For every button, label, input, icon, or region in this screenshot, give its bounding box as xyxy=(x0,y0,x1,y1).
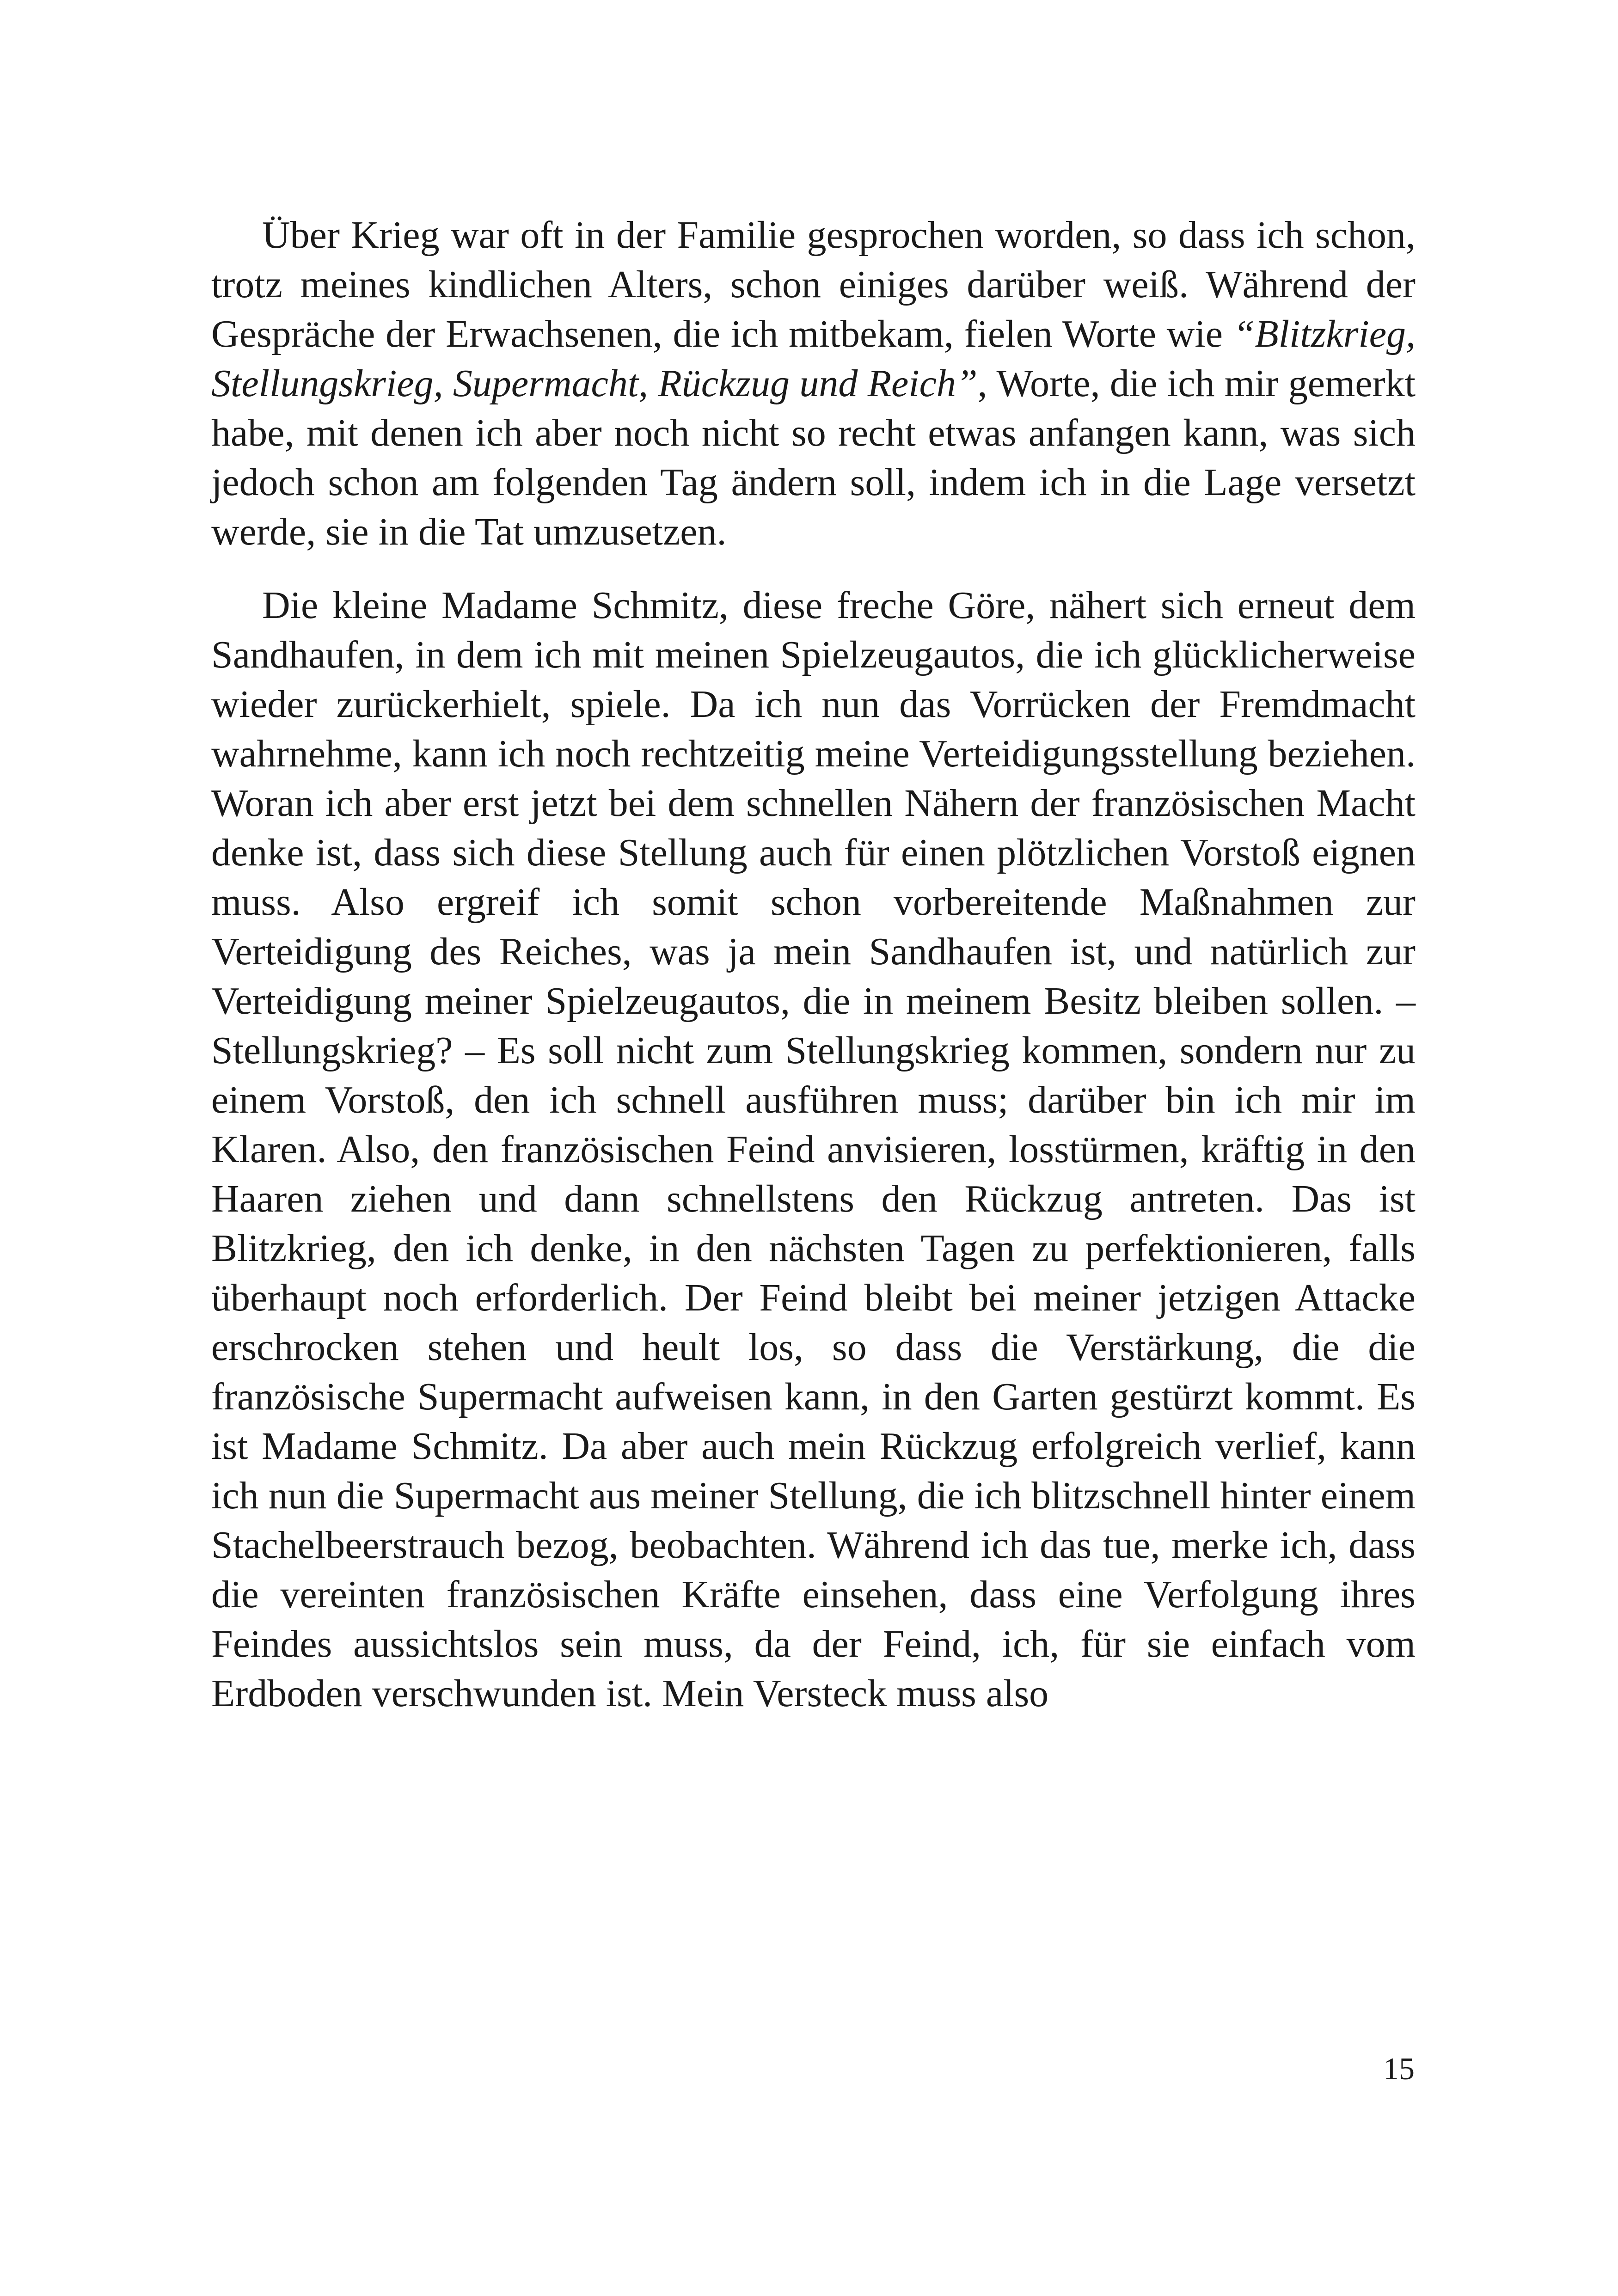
paragraph-2 xyxy=(211,581,1416,1718)
paragraph-1-part-2: , Worte, die ich mir gemerkt habe, mit denen ich aber noch nicht so recht etwas anfangen kann, was sich jedoch schon am folgenden Tag ändern soll, indem ich in die Lage versetzt werde, sie in die Tat umzusetzen. xyxy=(211,362,1416,553)
paragraph-1-italic-quote: “Blitzkrieg, Stellungskrieg, Supermacht, Rückzug und Reich” xyxy=(211,312,1416,405)
page-number: 15 xyxy=(1383,2051,1415,2086)
paragraph-1 xyxy=(211,210,1416,557)
paragraph-1-part-1: Über Krieg war oft in der Familie gesprochen worden, so dass ich schon, trotz meines kindlichen Alters, schon einiges darüber weiß. Während der Gespräche der Erwachsenen, die ich mitbekam, fielen Worte wie xyxy=(211,214,1416,355)
body-text xyxy=(211,210,1416,1718)
paragraph-2-text: Die kleine Madame Schmitz, diese freche Göre, nähert sich erneut dem Sandhaufen, in dem ich mit meinen Spielzeugautos, die ich glücklicherweise wieder zurückerhielt, spiele. Da ich nun das Vorrücken der Fremdmacht wahrnehme, kann ich noch rechtzeitig meine Verteidigungsstellung beziehen. Woran ich aber erst jetzt bei dem schnellen Nähern der französischen Macht denke ist, dass sich diese Stellung auch für einen plötzlichen Vorstoß eignen muss. Also ergreif ich somit schon vorbereitende Maßnahmen zur Verteidigung des Reiches, was ja mein Sandhaufen ist, und natürlich zur Verteidigung meiner Spielzeugautos, die in meinem Besitz bleiben sollen. – Stellungskrieg? – Es soll nicht zum Stellungskrieg kommen, sondern nur zu einem Vorstoß, den ich schnell ausführen muss; darüber bin ich mir im Klaren. Also, den französischen Feind anvisieren, losstürmen, kräftig in den Haaren ziehen und dann schnellstens den Rückzug antreten. Das ist Blitzkrieg, den ich denke, in den nächsten Tagen zu perfektionieren, falls überhaupt noch erforderlich. Der Feind bleibt bei meiner jetzigen Attacke erschrocken stehen und heult los, so dass die Verstärkung, die die französische Supermacht aufweisen kann, in den Garten gestürzt kommt. Es ist Madame Schmitz. Da aber auch mein Rückzug erfolgreich verlief, kann ich nun die Supermacht aus meiner Stellung, die ich blitzschnell hinter einem Stachelbeerstrauch bezog, beobachten. Während ich das tue, merke ich, dass die vereinten französischen Kräfte einsehen, dass eine Verfolgung ihres Feindes aussichtslos sein muss, da der Feind, ich, für sie einfach vom Erdboden verschwunden ist. Mein Versteck muss also xyxy=(211,584,1416,1715)
